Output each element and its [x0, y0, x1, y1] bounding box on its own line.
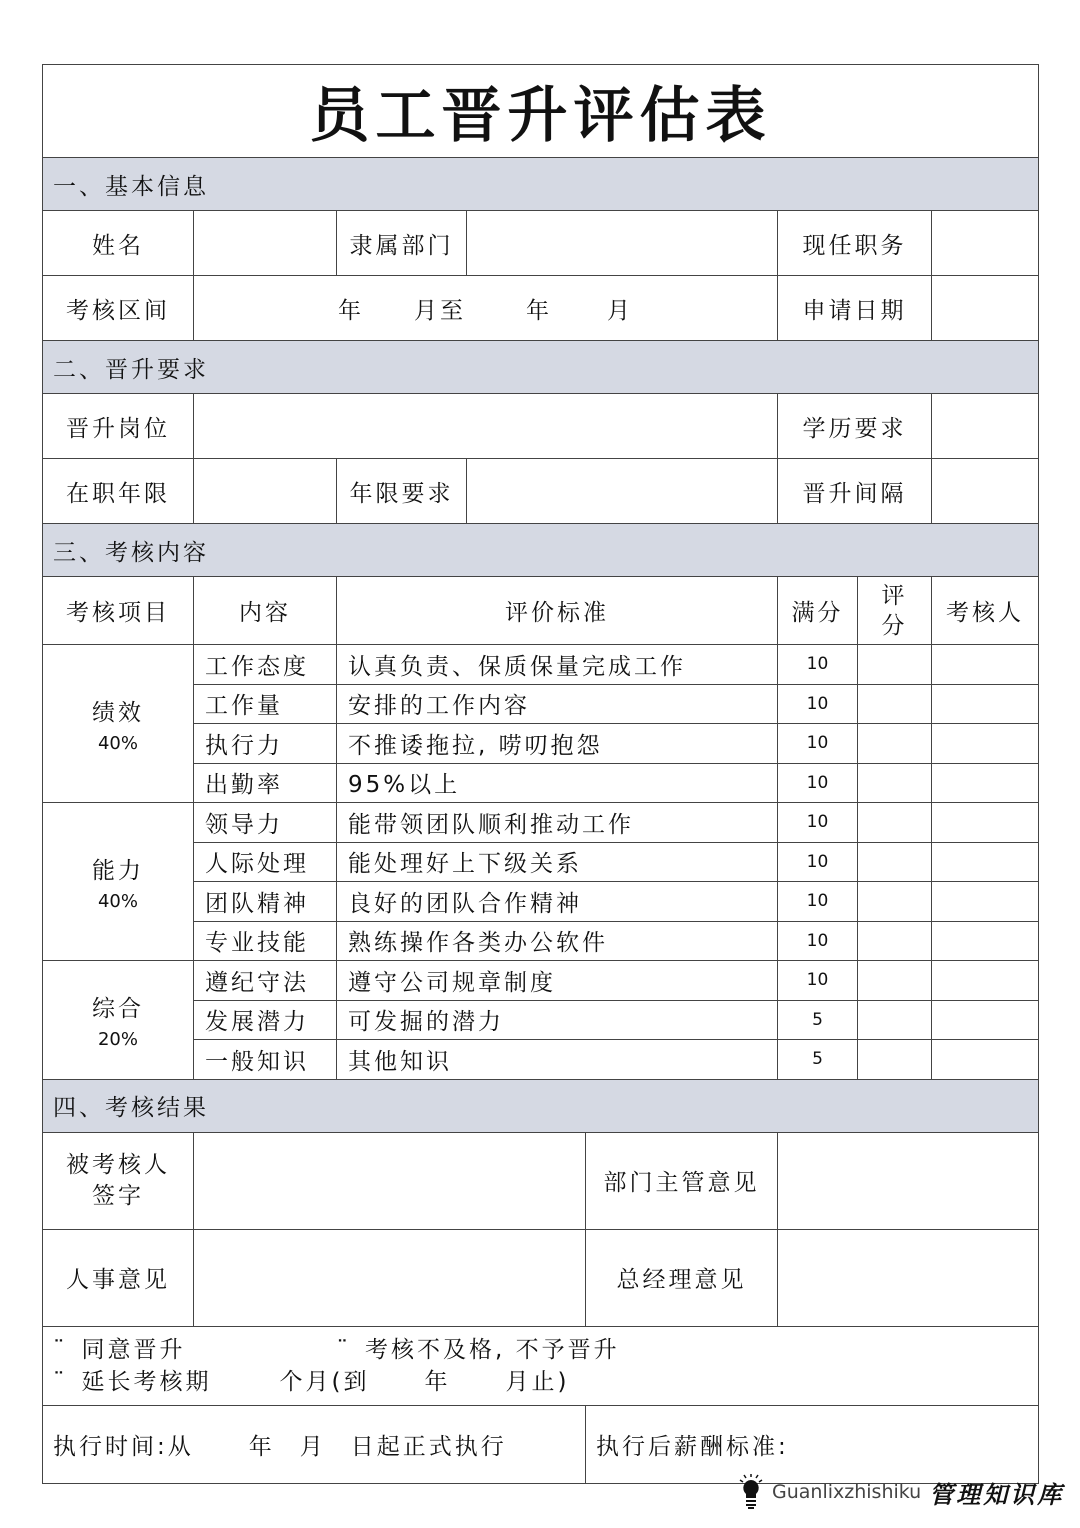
exec-salary[interactable]: 执行后薪酬标准:: [586, 1405, 1039, 1483]
assessor-input[interactable]: [932, 724, 1039, 764]
period-month2: 月: [607, 297, 633, 324]
label-dept: 隶属部门: [337, 211, 467, 276]
group-cell: [43, 645, 194, 803]
section-basic-info: 一、基本信息: [43, 158, 1039, 211]
criteria-standard: 熟练操作各类办公软件: [337, 921, 778, 961]
criteria-content: 工作量: [194, 684, 337, 724]
criteria-content: 领导力: [194, 803, 337, 843]
section-content: 三、考核内容: [43, 524, 1039, 577]
option-agree: 同意晋升: [81, 1336, 186, 1363]
period-year1: 年: [338, 297, 364, 324]
label-name: 姓名: [43, 211, 194, 276]
assessor-input[interactable]: [932, 1040, 1039, 1080]
label-apply-date: 申请日期: [778, 276, 932, 341]
checkbox-extend[interactable]: ¨: [53, 1368, 68, 1395]
group-name: 绩效: [92, 699, 144, 726]
score-input[interactable]: [858, 645, 932, 685]
criteria-full-score: 10: [778, 961, 858, 1001]
score-input[interactable]: [858, 1040, 932, 1080]
section-result: 四、考核结果: [43, 1080, 1039, 1133]
field-dept[interactable]: [467, 211, 778, 276]
header-full: 满分: [778, 577, 858, 645]
score-input[interactable]: [858, 803, 932, 843]
score-input[interactable]: [858, 842, 932, 882]
field-education[interactable]: [932, 394, 1039, 459]
criteria-standard: 良好的团队合作精神: [337, 882, 778, 922]
exec-from: 执行时间:从: [53, 1433, 194, 1460]
label-position: 现任职务: [778, 211, 932, 276]
criteria-content: 遵纪守法: [194, 961, 337, 1001]
option-extend: 延长考核期: [81, 1368, 212, 1395]
group-weight: 40%: [97, 890, 138, 912]
decision-options: [43, 1326, 1039, 1405]
score-input[interactable]: [858, 961, 932, 1001]
criteria-standard: 遵守公司规章制度: [337, 961, 778, 1001]
group-cell: [43, 961, 194, 1080]
criteria-standard: 安排的工作内容: [337, 684, 778, 724]
watermark-en: Guanlixzhishiku: [772, 1481, 922, 1503]
criteria-standard: 95%以上: [337, 763, 778, 803]
label-tenure: 在职年限: [43, 459, 194, 524]
exec-time[interactable]: [43, 1405, 586, 1483]
assessor-input[interactable]: [932, 842, 1039, 882]
assessor-input[interactable]: [932, 803, 1039, 843]
criteria-content: 执行力: [194, 724, 337, 764]
criteria-standard: 可发掘的潜力: [337, 1000, 778, 1040]
label-tenure-req: 年限要求: [337, 459, 467, 524]
field-name[interactable]: [194, 211, 337, 276]
score-input[interactable]: [858, 921, 932, 961]
period-month1: 月至: [414, 297, 466, 324]
label-interval: 晋升间隔: [778, 459, 932, 524]
field-interval[interactable]: [932, 459, 1039, 524]
field-tenure[interactable]: [194, 459, 337, 524]
criteria-content: 人际处理: [194, 842, 337, 882]
exec-year: 年: [248, 1433, 275, 1460]
header-item: 考核项目: [43, 577, 194, 645]
group-weight: 20%: [97, 1028, 138, 1050]
header-score: 评分: [858, 577, 932, 645]
form-title: 员工晋升评估表: [43, 65, 1039, 158]
criteria-row: [43, 961, 1039, 1001]
field-apply-date[interactable]: [932, 276, 1039, 341]
score-input[interactable]: [858, 684, 932, 724]
option-fail: 考核不及格, 不予晋升: [365, 1336, 620, 1363]
lightbulb-icon: [738, 1474, 764, 1510]
field-gm[interactable]: [778, 1229, 1039, 1326]
header-criteria: 评价标准: [337, 577, 778, 645]
group-weight: 40%: [97, 732, 138, 754]
score-input[interactable]: [858, 882, 932, 922]
field-target-position[interactable]: [194, 394, 778, 459]
assessor-input[interactable]: [932, 921, 1039, 961]
assessor-input[interactable]: [932, 684, 1039, 724]
criteria-full-score: 10: [778, 842, 858, 882]
field-period[interactable]: [194, 276, 778, 341]
criteria-full-score: 10: [778, 803, 858, 843]
score-input[interactable]: [858, 763, 932, 803]
score-input[interactable]: [858, 1000, 932, 1040]
watermark-cn: 管理知识库: [929, 1479, 1065, 1509]
option-month-end: 月止): [505, 1368, 570, 1395]
criteria-standard: 不推诿拖拉, 唠叨抱怨: [337, 724, 778, 764]
score-input[interactable]: [858, 724, 932, 764]
checkbox-fail[interactable]: ¨: [336, 1336, 351, 1363]
field-signee[interactable]: [194, 1132, 586, 1229]
group-name: 能力: [92, 857, 144, 884]
label-education: 学历要求: [778, 394, 932, 459]
criteria-full-score: 10: [778, 921, 858, 961]
field-position[interactable]: [932, 211, 1039, 276]
section-requirements: 二、晋升要求: [43, 341, 1039, 394]
field-hr[interactable]: [194, 1229, 586, 1326]
criteria-content: 发展潜力: [194, 1000, 337, 1040]
label-period: 考核区间: [43, 276, 194, 341]
assessor-input[interactable]: [932, 645, 1039, 685]
exec-month: 月: [299, 1433, 326, 1460]
criteria-standard: 认真负责、保质保量完成工作: [337, 645, 778, 685]
option-months: 个月(到: [279, 1368, 370, 1395]
criteria-content: 团队精神: [194, 882, 337, 922]
criteria-full-score: 10: [778, 763, 858, 803]
criteria-content: 专业技能: [194, 921, 337, 961]
label-gm: 总经理意见: [586, 1229, 778, 1326]
field-supervisor[interactable]: [778, 1132, 1039, 1229]
criteria-row: [43, 803, 1039, 843]
promotion-evaluation-form: [42, 64, 1038, 1484]
criteria-standard: 能处理好上下级关系: [337, 842, 778, 882]
assessor-input[interactable]: [932, 961, 1039, 1001]
criteria-full-score: 10: [778, 645, 858, 685]
exec-rest: 日起正式执行: [350, 1433, 507, 1460]
criteria-content: 出勤率: [194, 763, 337, 803]
period-year2: 年: [526, 297, 552, 324]
criteria-full-score: 5: [778, 1000, 858, 1040]
label-signee: 被考核人签字: [43, 1132, 194, 1229]
assessor-input[interactable]: [932, 1000, 1039, 1040]
label-supervisor: 部门主管意见: [586, 1132, 778, 1229]
criteria-standard: 能带领团队顺利推动工作: [337, 803, 778, 843]
criteria-full-score: 10: [778, 684, 858, 724]
criteria-full-score: 10: [778, 724, 858, 764]
watermark: [738, 1474, 1064, 1510]
main-table: [42, 64, 1039, 1080]
group-name: 综合: [92, 995, 144, 1022]
result-table: [42, 1080, 1039, 1484]
option-year: 年: [424, 1368, 451, 1395]
checkbox-agree[interactable]: ¨: [53, 1336, 68, 1363]
criteria-standard: 其他知识: [337, 1040, 778, 1080]
assessor-input[interactable]: [932, 763, 1039, 803]
header-assessor: 考核人: [932, 577, 1039, 645]
group-cell: [43, 803, 194, 961]
criteria-row: [43, 645, 1039, 685]
label-hr: 人事意见: [43, 1229, 194, 1326]
assessor-input[interactable]: [932, 882, 1039, 922]
criteria-content: 一般知识: [194, 1040, 337, 1080]
criteria-content: 工作态度: [194, 645, 337, 685]
label-target-position: 晋升岗位: [43, 394, 194, 459]
header-content: 内容: [194, 577, 337, 645]
criteria-full-score: 10: [778, 882, 858, 922]
field-tenure-req[interactable]: [467, 459, 778, 524]
criteria-full-score: 5: [778, 1040, 858, 1080]
